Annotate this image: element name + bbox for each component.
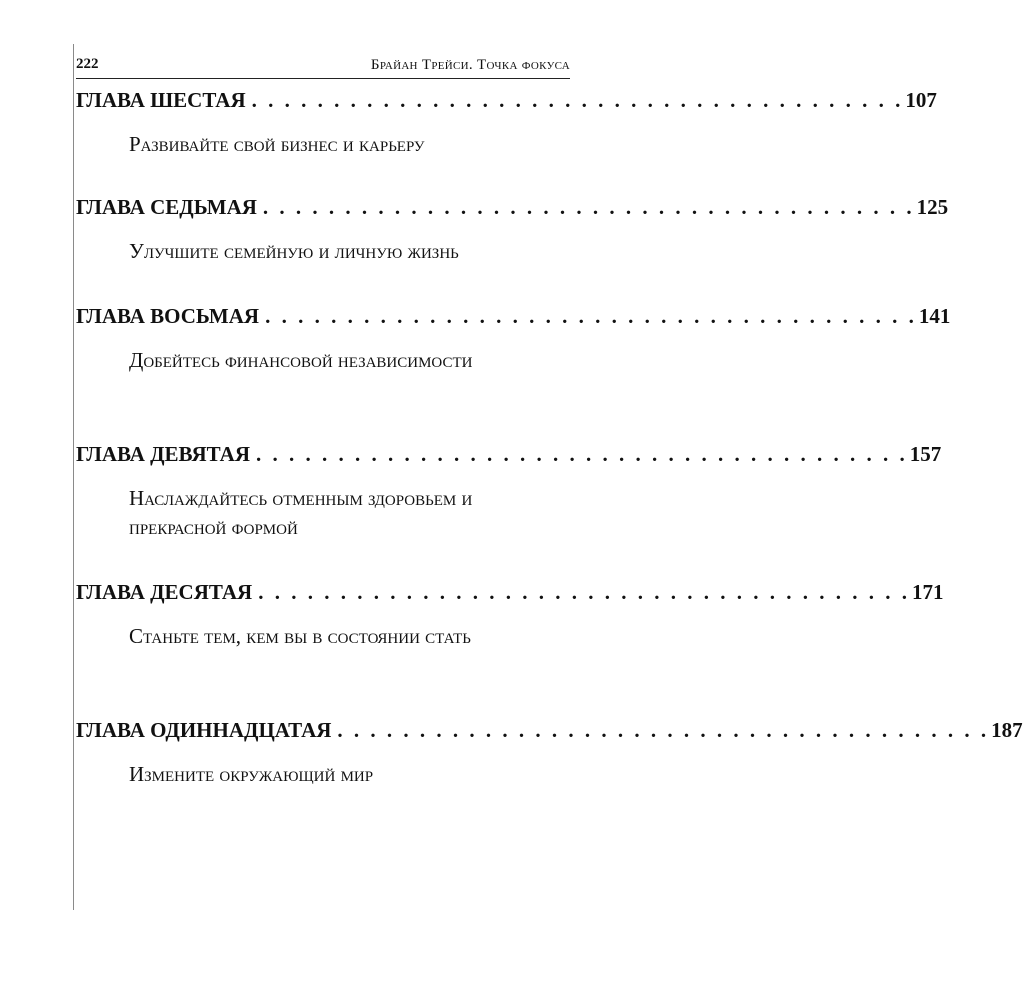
chapter-title: ГЛАВА ДЕВЯТАЯ [76,442,250,466]
chapter-page-number: 171 [911,580,944,604]
running-head [76,56,570,79]
dot-leader: . . . . . . . . . . . . . . . . . . . . . . . . . . . . . . . . . . . . . . . . [258,580,910,604]
chapter-page-number: 141 [918,304,951,328]
toc-entry-line [76,86,937,114]
margin-rule [73,44,74,910]
chapter-title: ГЛАВА СЕДЬМАЯ [76,195,257,219]
chapter-title: ГЛАВА ДЕСЯТАЯ [76,580,253,604]
toc-entry[interactable] [76,440,942,542]
dot-leader: . . . . . . . . . . . . . . . . . . . . . . . . . . . . . . . . . . . . . . . . [262,195,915,219]
chapter-subtitle: Развивайте свой бизнес и карьеру [129,132,425,156]
running-head-title: Брайан Трейси. Точка фокуса [370,57,570,73]
toc-entry[interactable] [76,86,937,159]
toc-entry-line [76,578,944,606]
toc-entry-line [76,716,1023,744]
toc-entry-line [76,193,949,221]
chapter-subtitle: Измените окружающий мир [129,762,374,786]
dot-leader: . . . . . . . . . . . . . . . . . . . . . . . . . . . . . . . . . . . . . . . . [255,442,908,466]
chapter-title: ГЛАВА ВОСЬМАЯ [76,304,260,328]
dot-leader: . . . . . . . . . . . . . . . . . . . . . . . . . . . . . . . . . . . . . . . . [337,718,990,742]
chapter-page-number: 157 [909,442,942,466]
chapter-subtitle: Добейтесь финансовой независимости [129,348,473,372]
chapter-subtitle: Улучшите семейную и личную жизнь [129,239,459,263]
dot-leader: . . . . . . . . . . . . . . . . . . . . . . . . . . . . . . . . . . . . . . . . [251,88,904,112]
chapter-page-number: 125 [916,195,949,219]
chapter-subtitle: Наслаждайтесь отменным здоровьем и прекрасной формой [129,486,473,539]
toc-entry-line [76,302,951,330]
chapter-subtitle: Станьте тем, кем вы в состоянии стать [129,624,471,648]
chapter-page-number: 107 [905,88,937,112]
chapter-page-number: 187 [991,718,1023,742]
chapter-title: ГЛАВА ШЕСТАЯ [76,88,246,112]
chapter-title: ГЛАВА ОДИННАДЦАТАЯ [76,718,332,742]
toc-entry-line [76,440,942,468]
toc-entry[interactable] [76,716,1023,789]
toc-entry[interactable] [76,578,944,651]
toc-entry[interactable] [76,302,951,375]
toc-entry[interactable] [76,193,949,266]
page-number: 222 [76,56,99,72]
dot-leader: . . . . . . . . . . . . . . . . . . . . . . . . . . . . . . . . . . . . . . . . [265,304,917,328]
